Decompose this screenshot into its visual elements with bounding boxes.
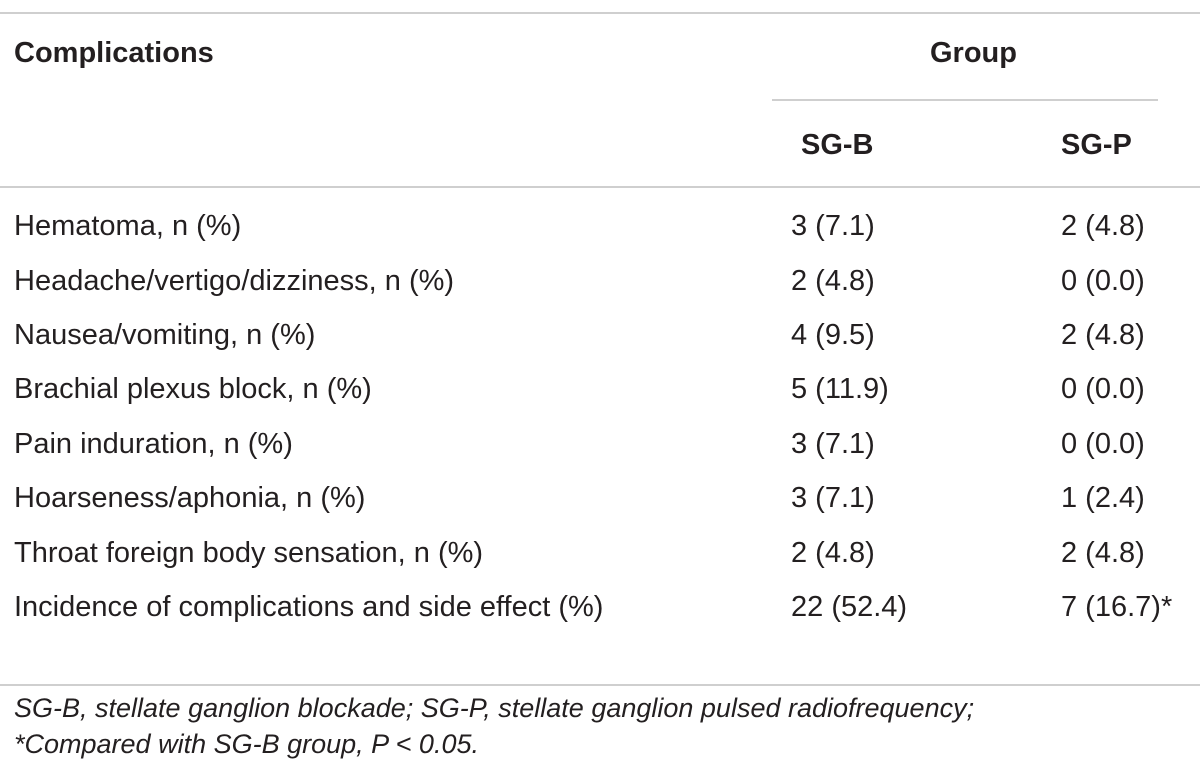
header-sg-b: SG-B [801, 129, 874, 161]
row-sg-p-value: 0 (0.0) [1061, 428, 1145, 460]
row-label: Headache/vertigo/dizziness, n (%) [14, 265, 455, 297]
group-underline-rule [772, 99, 1158, 101]
header-group: Group [930, 37, 1017, 69]
row-sg-p-value: 2 (4.8) [1061, 319, 1145, 351]
table-top-rule [0, 12, 1200, 14]
header-complications: Complications [14, 37, 214, 69]
row-label: Throat foreign body sensation, n (%) [14, 537, 484, 569]
row-sg-b-value: 22 (52.4) [791, 591, 908, 623]
row-sg-p-value: 0 (0.0) [1061, 373, 1145, 405]
row-label: Brachial plexus block, n (%) [14, 373, 372, 405]
row-sg-b-value: 4 (9.5) [791, 319, 875, 351]
row-sg-b-value: 5 (11.9) [791, 373, 889, 405]
row-label: Pain induration, n (%) [14, 428, 293, 460]
row-label: Hoarseness/aphonia, n (%) [14, 482, 366, 514]
row-sg-b-value: 3 (7.1) [791, 428, 875, 460]
table-bottom-rule [0, 684, 1200, 686]
footnote-line-abbreviations: SG-B, stellate ganglion blockade; SG-P, stellate ganglion pulsed radiofrequency; [14, 693, 975, 723]
header-bottom-rule [0, 186, 1200, 188]
row-sg-p-value: 7 (16.7)* [1061, 591, 1173, 623]
row-label: Nausea/vomiting, n (%) [14, 319, 316, 351]
row-sg-b-value: 2 (4.8) [791, 265, 875, 297]
footnote-line-significance: *Compared with SG-B group, P < 0.05. [14, 729, 479, 759]
row-sg-p-value: 1 (2.4) [1061, 482, 1145, 514]
row-label: Hematoma, n (%) [14, 210, 242, 242]
row-sg-p-value: 0 (0.0) [1061, 265, 1145, 297]
row-sg-b-value: 3 (7.1) [791, 210, 875, 242]
row-sg-p-value: 2 (4.8) [1061, 210, 1145, 242]
row-sg-b-value: 3 (7.1) [791, 482, 875, 514]
table-footnote [14, 690, 1186, 762]
row-label: Incidence of complications and side effect (%) [14, 591, 604, 623]
row-sg-b-value: 2 (4.8) [791, 537, 875, 569]
row-sg-p-value: 2 (4.8) [1061, 537, 1145, 569]
header-sg-p: SG-P [1061, 129, 1132, 161]
